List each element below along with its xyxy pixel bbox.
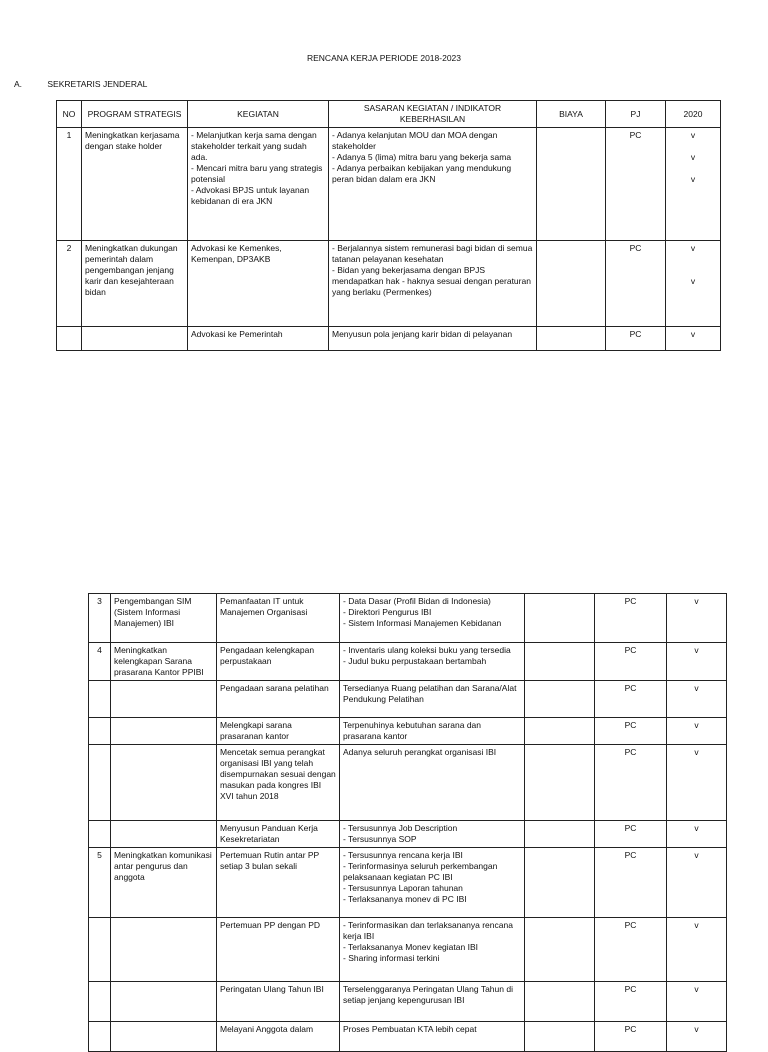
section-name: SEKRETARIS JENDERAL — [47, 79, 148, 89]
cell-biaya — [525, 848, 595, 918]
cell-kegiatan: Peringatan Ulang Tahun IBI — [217, 982, 340, 1022]
cell-pj: PC — [595, 1022, 667, 1052]
cell-kegiatan: Pengadaan sarana pelatihan — [217, 681, 340, 718]
cell-no — [89, 681, 111, 718]
cell-biaya — [525, 821, 595, 848]
cell-biaya — [525, 594, 595, 643]
cell-pj: PC — [595, 918, 667, 982]
cell-pj: PC — [595, 982, 667, 1022]
section-letter: A. — [14, 79, 23, 89]
table-header-row — [57, 101, 721, 128]
cell-year: v — [667, 681, 727, 718]
cell-kegiatan: Menyusun Panduan Kerja Kesekretariatan — [217, 821, 340, 848]
cell-biaya — [525, 718, 595, 745]
cell-pj: PC — [595, 718, 667, 745]
cell-kegiatan: Melayani Anggota dalam — [217, 1022, 340, 1052]
cell-kegiatan: Melengkapi sarana prasaranan kantor — [217, 718, 340, 745]
cell-program — [111, 821, 217, 848]
table-row — [89, 745, 727, 821]
work-plan-table-2 — [88, 593, 727, 1052]
cell-kegiatan: Pengadaan kelengkapan perpustakaan — [217, 643, 340, 681]
cell-pj: PC — [595, 821, 667, 848]
cell-year: v v v — [666, 128, 721, 241]
cell-pj: PC — [595, 848, 667, 918]
header-pj: PJ — [606, 101, 666, 128]
cell-program: Meningkatkan kelengkapan Sarana prasarana Kantor PPIBI — [111, 643, 217, 681]
table-row — [89, 681, 727, 718]
header-biaya: BIAYA — [537, 101, 606, 128]
cell-program: Pengembangan SIM (Sistem Informasi Manajemen) IBI — [111, 594, 217, 643]
document-title: RENCANA KERJA PERIODE 2018-2023 — [306, 53, 461, 63]
cell-no — [57, 327, 82, 351]
cell-no — [89, 745, 111, 821]
cell-pj: PC — [606, 128, 666, 241]
cell-program: Meningkatkan komunikasi antar pengurus dan anggota — [111, 848, 217, 918]
cell-program — [111, 718, 217, 745]
cell-year: v — [667, 848, 727, 918]
table-row — [57, 327, 721, 351]
cell-year: v v — [666, 241, 721, 327]
cell-sasaran: - Tersusunnya Job Description - Tersusunnya SOP — [340, 821, 525, 848]
cell-pj: PC — [595, 745, 667, 821]
cell-biaya — [525, 643, 595, 681]
cell-kegiatan: Pertemuan Rutin antar PP setiap 3 bulan sekali — [217, 848, 340, 918]
cell-biaya — [525, 745, 595, 821]
cell-kegiatan: Pemanfaatan IT untuk Manajemen Organisasi — [217, 594, 340, 643]
header-year: 2020 — [666, 101, 721, 128]
cell-sasaran: - Berjalannya sistem remunerasi bagi bidan di semua tatanan pelayanan kesehatan - Bidan yang bekerjasama dengan BPJS mendapatkan hak - haknya sesuai dengan peraturan yang berlaku (Permenkes) — [329, 241, 537, 327]
cell-program — [111, 745, 217, 821]
cell-year: v — [667, 643, 727, 681]
cell-pj: PC — [595, 643, 667, 681]
cell-biaya — [537, 128, 606, 241]
table-row — [89, 848, 727, 918]
cell-sasaran: Adanya seluruh perangkat organisasi IBI — [340, 745, 525, 821]
cell-year: v — [667, 594, 727, 643]
cell-no — [89, 918, 111, 982]
cell-year: v — [667, 1022, 727, 1052]
cell-program — [111, 918, 217, 982]
cell-sasaran: Proses Pembuatan KTA lebih cepat — [340, 1022, 525, 1052]
cell-sasaran: - Data Dasar (Profil Bidan di Indonesia) - Direktori Pengurus IBI - Sistem Informasi Manajemen Kebidanan — [340, 594, 525, 643]
cell-sasaran: Terselenggaranya Peringatan Ulang Tahun di setiap jenjang kepengurusan IBI — [340, 982, 525, 1022]
cell-kegiatan: - Melanjutkan kerja sama dengan stakeholder terkait yang sudah ada. - Mencari mitra baru yang strategis potensial - Advokasi BPJS untuk layanan kebidanan di era JKN — [188, 128, 329, 241]
header-program: PROGRAM STRATEGIS — [82, 101, 188, 128]
cell-program — [82, 327, 188, 351]
cell-sasaran: Terpenuhinya kebutuhan sarana dan prasarana kantor — [340, 718, 525, 745]
section-heading — [14, 79, 147, 89]
cell-pj: PC — [606, 241, 666, 327]
cell-year: v — [667, 918, 727, 982]
cell-program — [111, 681, 217, 718]
cell-kegiatan: Advokasi ke Pemerintah — [188, 327, 329, 351]
table-row — [89, 821, 727, 848]
cell-sasaran: Menyusun pola jenjang karir bidan di pelayanan — [329, 327, 537, 351]
cell-biaya — [525, 982, 595, 1022]
cell-no — [89, 718, 111, 745]
table-row — [57, 128, 721, 241]
cell-biaya — [525, 1022, 595, 1052]
header-kegiatan: KEGIATAN — [188, 101, 329, 128]
table-row — [89, 1022, 727, 1052]
cell-biaya — [525, 918, 595, 982]
table-row — [89, 918, 727, 982]
cell-no — [89, 982, 111, 1022]
cell-sasaran: - Terinformasikan dan terlaksananya rencana kerja IBI - Terlaksananya Monev kegiatan IBI - Sharing informasi terkini — [340, 918, 525, 982]
cell-no: 1 — [57, 128, 82, 241]
cell-sasaran: - Inventaris ulang koleksi buku yang tersedia - Judul buku perpustakaan bertambah — [340, 643, 525, 681]
cell-biaya — [525, 681, 595, 718]
cell-biaya — [537, 241, 606, 327]
cell-year: v — [666, 327, 721, 351]
header-sasaran: SASARAN KEGIATAN / INDIKATOR KEBERHASILAN — [329, 101, 537, 128]
cell-no: 4 — [89, 643, 111, 681]
table-2-body — [89, 594, 727, 1052]
cell-no: 2 — [57, 241, 82, 327]
table-row — [57, 241, 721, 327]
cell-no — [89, 1022, 111, 1052]
cell-year: v — [667, 718, 727, 745]
cell-sasaran: - Adanya kelanjutan MOU dan MOA dengan stakeholder - Adanya 5 (lima) mitra baru yang bekerja sama - Adanya perbaikan kebijakan yang mendukung peran bidan dalam era JKN — [329, 128, 537, 241]
table-row — [89, 718, 727, 745]
cell-pj: PC — [606, 327, 666, 351]
cell-year: v — [667, 982, 727, 1022]
header-no: NO — [57, 101, 82, 128]
cell-sasaran: - Tersusunnya rencana kerja IBI - Terinformasinya seluruh perkembangan pelaksanaan kegiatan PC IBI - Tersusunnya Laporan tahunan - Terlaksananya monev di PC IBI — [340, 848, 525, 918]
table-1-body — [57, 128, 721, 351]
cell-pj: PC — [595, 594, 667, 643]
cell-kegiatan: Advokasi ke Kemenkes, Kemenpan, DP3AKB — [188, 241, 329, 327]
cell-kegiatan: Mencetak semua perangkat organisasi IBI yang telah disempurnakan sesuai dengan masukan pada kongres IBI XVI tahun 2018 — [217, 745, 340, 821]
work-plan-table-1 — [56, 100, 721, 351]
cell-pj: PC — [595, 681, 667, 718]
cell-biaya — [537, 327, 606, 351]
cell-no — [89, 821, 111, 848]
cell-no: 5 — [89, 848, 111, 918]
cell-program — [111, 1022, 217, 1052]
cell-program: Meningkatkan kerjasama dengan stake holder — [82, 128, 188, 241]
table-row — [89, 982, 727, 1022]
cell-no: 3 — [89, 594, 111, 643]
table-row — [89, 643, 727, 681]
cell-program: Meningkatkan dukungan pemerintah dalam pengembangan jenjang karir dan kesejahteraan bidan — [82, 241, 188, 327]
cell-year: v — [667, 745, 727, 821]
cell-sasaran: Tersedianya Ruang pelatihan dan Sarana/Alat Pendukung Pelatihan — [340, 681, 525, 718]
cell-program — [111, 982, 217, 1022]
cell-year: v — [667, 821, 727, 848]
cell-kegiatan: Pertemuan PP dengan PD — [217, 918, 340, 982]
table-row — [89, 594, 727, 643]
